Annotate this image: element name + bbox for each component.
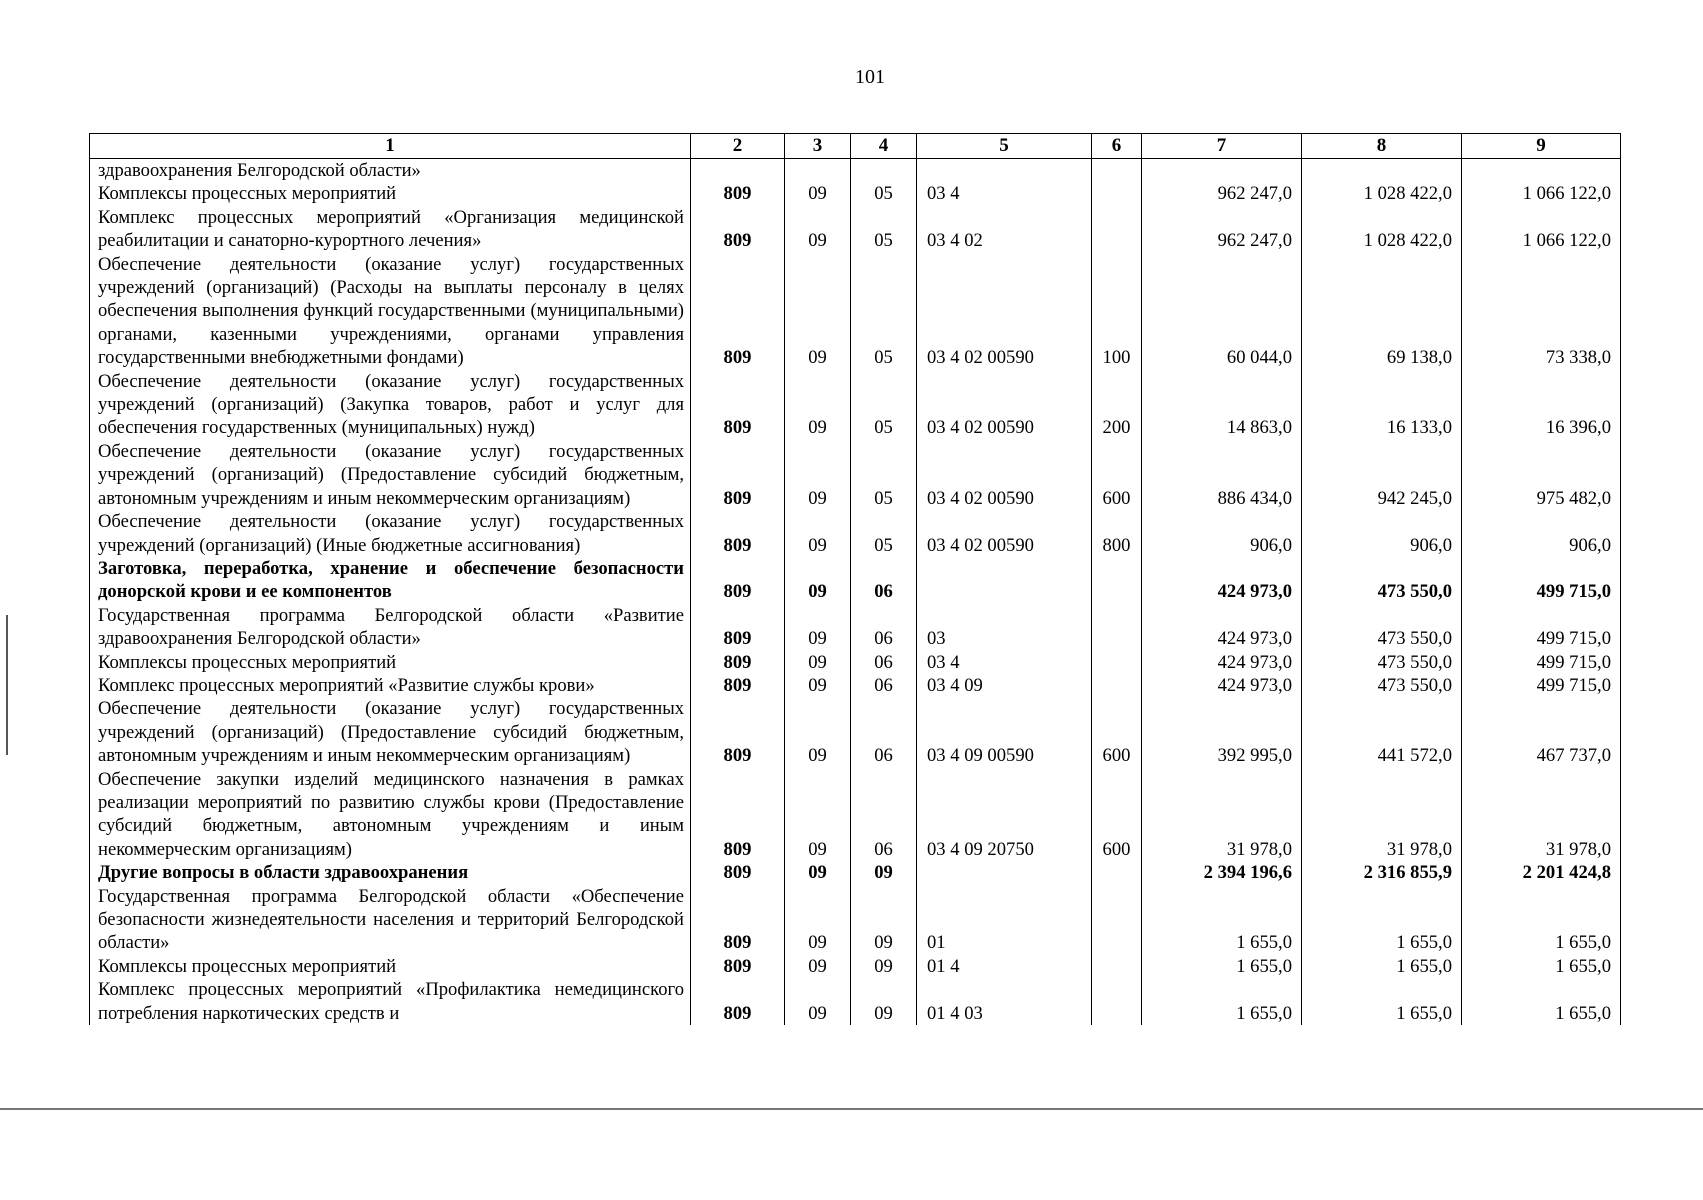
header-col-7: 7 (1142, 134, 1302, 159)
cell-y2: 31 978,0 (1302, 768, 1462, 862)
cell-y3: 1 655,0 (1462, 885, 1621, 955)
table-header-row (90, 134, 1621, 159)
cell-y2: 441 572,0 (1302, 697, 1462, 767)
cell-csr (917, 557, 1092, 604)
table-row (90, 159, 1621, 183)
cell-name: Государственная программа Белгородской области «Обеспечение безопасности жизнедеятельности населения и территорий Белгородской области» (90, 885, 691, 955)
cell-vr (1092, 674, 1142, 697)
table-row (90, 768, 1621, 862)
cell-name: Обеспечение деятельности (оказание услуг) государственных учреждений (организаций) (Иные бюджетные ассигнования) (90, 510, 691, 557)
cell-y1: 906,0 (1142, 510, 1302, 557)
table-body (90, 159, 1621, 1026)
table-row (90, 510, 1621, 557)
cell-vr (1092, 206, 1142, 253)
cell-name: Заготовка, переработка, хранение и обеспечение безопасности донорской крови и ее компонентов (90, 557, 691, 604)
cell-rz: 09 (785, 206, 851, 253)
header-col-8: 8 (1302, 134, 1462, 159)
cell-pr: 06 (851, 768, 917, 862)
cell-csr: 03 4 02 (917, 206, 1092, 253)
cell-vr: 600 (1092, 440, 1142, 510)
cell-y1: 1 655,0 (1142, 955, 1302, 978)
cell-y2: 1 655,0 (1302, 955, 1462, 978)
cell-y3: 499 715,0 (1462, 674, 1621, 697)
cell-y2: 473 550,0 (1302, 674, 1462, 697)
table-row (90, 604, 1621, 651)
cell-name: здравоохранения Белгородской области» (90, 159, 691, 183)
header-col-9: 9 (1462, 134, 1621, 159)
cell-gr: 809 (691, 697, 785, 767)
cell-y2: 942 245,0 (1302, 440, 1462, 510)
cell-csr: 03 4 02 00590 (917, 510, 1092, 557)
cell-csr: 01 4 (917, 955, 1092, 978)
cell-y3: 31 978,0 (1462, 768, 1621, 862)
cell-rz: 09 (785, 885, 851, 955)
cell-y2: 473 550,0 (1302, 651, 1462, 674)
cell-y1: 14 863,0 (1142, 370, 1302, 440)
table-row (90, 861, 1621, 884)
cell-y1: 424 973,0 (1142, 674, 1302, 697)
cell-csr: 01 4 03 (917, 978, 1092, 1025)
cell-csr: 03 4 02 00590 (917, 253, 1092, 370)
cell-csr: 03 (917, 604, 1092, 651)
cell-csr: 01 (917, 885, 1092, 955)
cell-y2: 906,0 (1302, 510, 1462, 557)
cell-y1: 886 434,0 (1142, 440, 1302, 510)
table-row (90, 674, 1621, 697)
cell-y3: 467 737,0 (1462, 697, 1621, 767)
cell-name: Комплекс процессных мероприятий «Развитие службы крови» (90, 674, 691, 697)
cell-pr: 05 (851, 206, 917, 253)
cell-vr (1092, 885, 1142, 955)
cell-csr: 03 4 09 20750 (917, 768, 1092, 862)
cell-vr (1092, 604, 1142, 651)
cell-y3: 1 655,0 (1462, 955, 1621, 978)
cell-y3: 73 338,0 (1462, 253, 1621, 370)
cell-y2: 1 655,0 (1302, 885, 1462, 955)
cell-rz: 09 (785, 955, 851, 978)
cell-y1: 1 655,0 (1142, 978, 1302, 1025)
header-col-2: 2 (691, 134, 785, 159)
cell-y1: 962 247,0 (1142, 182, 1302, 205)
cell-pr: 06 (851, 697, 917, 767)
page-number: 101 (855, 66, 885, 88)
cell-rz: 09 (785, 604, 851, 651)
cell-rz: 09 (785, 182, 851, 205)
cell-csr: 03 4 02 00590 (917, 440, 1092, 510)
cell-vr (1092, 651, 1142, 674)
cell-vr: 800 (1092, 510, 1142, 557)
cell-pr: 05 (851, 370, 917, 440)
cell-csr: 03 4 02 00590 (917, 370, 1092, 440)
header-col-6: 6 (1092, 134, 1142, 159)
left-margin-mark (6, 615, 8, 755)
cell-vr (1092, 955, 1142, 978)
table-row (90, 370, 1621, 440)
cell-y1 (1142, 159, 1302, 183)
cell-y3: 1 066 122,0 (1462, 182, 1621, 205)
cell-y3 (1462, 159, 1621, 183)
cell-gr: 809 (691, 768, 785, 862)
cell-y1: 392 995,0 (1142, 697, 1302, 767)
cell-y1: 962 247,0 (1142, 206, 1302, 253)
cell-pr (851, 159, 917, 183)
cell-vr (1092, 557, 1142, 604)
cell-y3: 1 655,0 (1462, 978, 1621, 1025)
cell-name: Обеспечение деятельности (оказание услуг) государственных учреждений (организаций) (Закупка товаров, работ и услуг для обеспечения государственных (муниципальных) нужд) (90, 370, 691, 440)
budget-table (89, 133, 1621, 1025)
cell-gr: 809 (691, 885, 785, 955)
cell-name: Обеспечение закупки изделий медицинского назначения в рамках реализации мероприятий по развитию службы крови (Предоставление субсидий бюджетным, автономным учреждениям и иным некоммерческим организациям) (90, 768, 691, 862)
cell-gr: 809 (691, 651, 785, 674)
cell-vr: 600 (1092, 697, 1142, 767)
cell-rz: 09 (785, 370, 851, 440)
cell-csr: 03 4 (917, 651, 1092, 674)
cell-vr: 200 (1092, 370, 1142, 440)
table-row (90, 978, 1621, 1025)
cell-gr: 809 (691, 370, 785, 440)
cell-vr (1092, 978, 1142, 1025)
cell-rz: 09 (785, 557, 851, 604)
table-row (90, 206, 1621, 253)
cell-y3: 2 201 424,8 (1462, 861, 1621, 884)
header-col-4: 4 (851, 134, 917, 159)
cell-csr: 03 4 (917, 182, 1092, 205)
cell-name: Обеспечение деятельности (оказание услуг) государственных учреждений (организаций) (Предоставление субсидий бюджетным, автономным учреждениям и иным некоммерческим организациям) (90, 440, 691, 510)
cell-name: Комплексы процессных мероприятий (90, 182, 691, 205)
cell-vr: 600 (1092, 768, 1142, 862)
cell-pr: 06 (851, 651, 917, 674)
cell-y1: 424 973,0 (1142, 604, 1302, 651)
cell-csr: 03 4 09 00590 (917, 697, 1092, 767)
header-col-1: 1 (90, 134, 691, 159)
cell-y2: 1 028 422,0 (1302, 182, 1462, 205)
cell-y2: 69 138,0 (1302, 253, 1462, 370)
table-row (90, 557, 1621, 604)
cell-y3: 499 715,0 (1462, 651, 1621, 674)
cell-gr: 809 (691, 978, 785, 1025)
cell-y3: 499 715,0 (1462, 557, 1621, 604)
header-col-3: 3 (785, 134, 851, 159)
cell-pr: 06 (851, 604, 917, 651)
cell-gr: 809 (691, 182, 785, 205)
cell-rz: 09 (785, 253, 851, 370)
cell-y3: 975 482,0 (1462, 440, 1621, 510)
cell-vr (1092, 159, 1142, 183)
cell-y1: 60 044,0 (1142, 253, 1302, 370)
cell-rz: 09 (785, 440, 851, 510)
cell-gr: 809 (691, 604, 785, 651)
cell-pr: 09 (851, 978, 917, 1025)
cell-y1: 424 973,0 (1142, 651, 1302, 674)
cell-y2: 473 550,0 (1302, 604, 1462, 651)
cell-y2: 2 316 855,9 (1302, 861, 1462, 884)
cell-rz: 09 (785, 674, 851, 697)
cell-gr: 809 (691, 206, 785, 253)
table-row (90, 651, 1621, 674)
cell-gr: 809 (691, 955, 785, 978)
cell-pr: 09 (851, 861, 917, 884)
cell-y3: 906,0 (1462, 510, 1621, 557)
cell-y3: 499 715,0 (1462, 604, 1621, 651)
cell-name: Комплексы процессных мероприятий (90, 651, 691, 674)
cell-rz: 09 (785, 651, 851, 674)
cell-name: Обеспечение деятельности (оказание услуг) государственных учреждений (организаций) (Предоставление субсидий бюджетным, автономным учреждениям и иным некоммерческим организациям) (90, 697, 691, 767)
cell-pr: 05 (851, 510, 917, 557)
cell-vr (1092, 182, 1142, 205)
cell-csr (917, 861, 1092, 884)
cell-y2: 1 655,0 (1302, 978, 1462, 1025)
cell-gr: 809 (691, 674, 785, 697)
cell-name: Государственная программа Белгородской области «Развитие здравоохранения Белгородской области» (90, 604, 691, 651)
cell-name: Другие вопросы в области здравоохранения (90, 861, 691, 884)
cell-pr: 05 (851, 253, 917, 370)
cell-rz: 09 (785, 978, 851, 1025)
cell-pr: 05 (851, 440, 917, 510)
cell-rz (785, 159, 851, 183)
cell-y2: 16 133,0 (1302, 370, 1462, 440)
cell-name: Комплексы процессных мероприятий (90, 955, 691, 978)
cell-rz: 09 (785, 697, 851, 767)
cell-rz: 09 (785, 861, 851, 884)
cell-gr: 809 (691, 510, 785, 557)
table-row (90, 440, 1621, 510)
cell-gr: 809 (691, 440, 785, 510)
cell-csr: 03 4 09 (917, 674, 1092, 697)
cell-pr: 06 (851, 557, 917, 604)
table-row (90, 697, 1621, 767)
table-row (90, 182, 1621, 205)
cell-y1: 2 394 196,6 (1142, 861, 1302, 884)
cell-gr: 809 (691, 253, 785, 370)
table-row (90, 955, 1621, 978)
cell-y1: 424 973,0 (1142, 557, 1302, 604)
cell-name: Обеспечение деятельности (оказание услуг) государственных учреждений (организаций) (Расходы на выплаты персоналу в целях обеспечения выполнения функций государственными (муниципальными) органами, казенными учреждениями, органами управления государственными внебюджетными фондами) (90, 253, 691, 370)
cell-rz: 09 (785, 510, 851, 557)
cell-csr (917, 159, 1092, 183)
cell-gr: 809 (691, 861, 785, 884)
cell-rz: 09 (785, 768, 851, 862)
cell-y3: 16 396,0 (1462, 370, 1621, 440)
cell-name: Комплекс процессных мероприятий «Профилактика немедицинского потребления наркотических средств и (90, 978, 691, 1025)
header-col-5: 5 (917, 134, 1092, 159)
cell-name: Комплекс процессных мероприятий «Организация медицинской реабилитации и санаторно-курортного лечения» (90, 206, 691, 253)
cell-y2: 473 550,0 (1302, 557, 1462, 604)
cell-y1: 1 655,0 (1142, 885, 1302, 955)
cell-y2 (1302, 159, 1462, 183)
cell-y2: 1 028 422,0 (1302, 206, 1462, 253)
cell-y1: 31 978,0 (1142, 768, 1302, 862)
cell-pr: 05 (851, 182, 917, 205)
cell-pr: 09 (851, 955, 917, 978)
bottom-scan-line (0, 1108, 1703, 1110)
cell-pr: 06 (851, 674, 917, 697)
cell-gr: 809 (691, 557, 785, 604)
cell-pr: 09 (851, 885, 917, 955)
table-row (90, 885, 1621, 955)
cell-y3: 1 066 122,0 (1462, 206, 1621, 253)
cell-vr: 100 (1092, 253, 1142, 370)
cell-vr (1092, 861, 1142, 884)
cell-gr (691, 159, 785, 183)
table-row (90, 253, 1621, 370)
